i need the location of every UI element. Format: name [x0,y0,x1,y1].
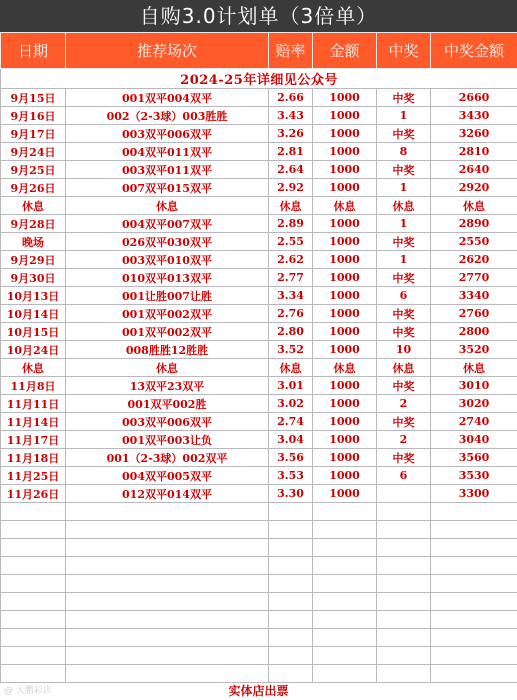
table-row [1,251,517,269]
table-row [1,413,517,431]
table-row [1,287,517,305]
cell-odds: 2.81 [269,143,313,161]
empty-cell [269,503,313,521]
empty-cell [66,665,269,683]
cell-amount: 1000 [313,287,377,305]
cell-date: 9月29日 [1,251,66,269]
table-row [1,377,517,395]
cell-date: 10月13日 [1,287,66,305]
cell-amount: 休息 [313,359,377,377]
rest-row [1,197,517,215]
cell-win: 10 [377,341,431,359]
empty-cell [269,647,313,665]
empty-cell [269,593,313,611]
cell-win: 中奖 [377,125,431,143]
cell-win: 中奖 [377,233,431,251]
cell-odds: 3.43 [269,107,313,125]
empty-cell [66,593,269,611]
empty-cell [66,539,269,557]
empty-row [1,629,517,647]
watermark: @ 大鹏彩店 [4,686,52,696]
cell-amount: 1000 [313,395,377,413]
empty-cell [431,611,517,629]
cell-match: 002（2-3球）003胜胜 [66,107,269,125]
cell-amount: 1000 [313,161,377,179]
header-match: 推荐场次 [66,33,269,69]
empty-cell [313,629,377,647]
cell-amount: 1000 [313,251,377,269]
cell-match: 001双平002双平 [66,305,269,323]
cell-match: 003双平010双平 [66,251,269,269]
cell-win: 8 [377,143,431,161]
cell-date: 9月25日 [1,161,66,179]
plan-table [0,32,517,683]
empty-cell [1,647,66,665]
table-row [1,449,517,467]
empty-cell [313,557,377,575]
cell-prize: 3300 [431,485,517,503]
table-row [1,305,517,323]
empty-cell [313,647,377,665]
empty-cell [377,665,431,683]
cell-odds: 休息 [269,359,313,377]
cell-match: 休息 [66,197,269,215]
header-date: 日期 [1,33,66,69]
cell-amount: 1000 [313,485,377,503]
cell-win: 中奖 [377,413,431,431]
cell-match: 010双平013双平 [66,269,269,287]
empty-cell [66,557,269,575]
empty-cell [269,539,313,557]
cell-odds: 3.01 [269,377,313,395]
table-row [1,161,517,179]
cell-date: 10月24日 [1,341,66,359]
cell-amount: 1000 [313,269,377,287]
table-row [1,341,517,359]
cell-amount: 1000 [313,89,377,107]
cell-amount: 1000 [313,449,377,467]
cell-amount: 1000 [313,431,377,449]
header-win: 中奖 [377,33,431,69]
empty-row [1,521,517,539]
table-row [1,107,517,125]
cell-odds: 2.92 [269,179,313,197]
empty-cell [66,647,269,665]
cell-match: 001双平004双平 [66,89,269,107]
cell-prize: 3020 [431,395,517,413]
cell-prize: 2800 [431,323,517,341]
cell-amount: 1000 [313,107,377,125]
cell-odds: 2.89 [269,215,313,233]
empty-cell [1,665,66,683]
cell-odds: 3.34 [269,287,313,305]
empty-cell [377,575,431,593]
cell-match: 001让胜007让胜 [66,287,269,305]
empty-row [1,647,517,665]
cell-date: 11月11日 [1,395,66,413]
empty-cell [313,665,377,683]
empty-cell [66,611,269,629]
cell-date: 10月15日 [1,323,66,341]
cell-win: 中奖 [377,377,431,395]
cell-prize: 3430 [431,107,517,125]
empty-cell [313,611,377,629]
empty-cell [431,503,517,521]
cell-match: 026双平030双平 [66,233,269,251]
table-row [1,323,517,341]
cell-win: 2 [377,431,431,449]
empty-cell [1,593,66,611]
empty-cell [66,629,269,647]
cell-match: 休息 [66,359,269,377]
cell-date: 9月15日 [1,89,66,107]
empty-cell [377,503,431,521]
cell-amount: 1000 [313,467,377,485]
cell-amount: 1000 [313,323,377,341]
cell-win: 休息 [377,359,431,377]
table-row [1,233,517,251]
empty-cell [313,575,377,593]
cell-amount: 1000 [313,305,377,323]
cell-win: 2 [377,395,431,413]
cell-prize: 2810 [431,143,517,161]
empty-cell [269,557,313,575]
cell-odds: 2.77 [269,269,313,287]
table-row [1,431,517,449]
table-row [1,125,517,143]
cell-date: 11月25日 [1,467,66,485]
empty-cell [1,521,66,539]
empty-cell [269,521,313,539]
cell-win: 中奖 [377,161,431,179]
cell-match: 007双平015双平 [66,179,269,197]
empty-cell [431,647,517,665]
cell-win: 中奖 [377,449,431,467]
cell-amount: 1000 [313,233,377,251]
cell-odds: 3.04 [269,431,313,449]
cell-prize: 2770 [431,269,517,287]
cell-win: 1 [377,215,431,233]
cell-match: 001双平003让负 [66,431,269,449]
cell-odds: 3.53 [269,467,313,485]
cell-match: 008胜胜12胜胜 [66,341,269,359]
cell-win: 中奖 [377,323,431,341]
empty-cell [431,557,517,575]
cell-win: 中奖 [377,269,431,287]
empty-row [1,575,517,593]
cell-odds: 3.02 [269,395,313,413]
empty-cell [431,629,517,647]
cell-odds: 2.62 [269,251,313,269]
empty-cell [1,503,66,521]
cell-prize: 3340 [431,287,517,305]
empty-cell [377,647,431,665]
cell-amount: 1000 [313,413,377,431]
table-row [1,89,517,107]
cell-prize: 2640 [431,161,517,179]
empty-cell [66,521,269,539]
empty-cell [66,503,269,521]
cell-prize: 2920 [431,179,517,197]
empty-row [1,611,517,629]
cell-prize: 2620 [431,251,517,269]
empty-cell [377,521,431,539]
table-row [1,179,517,197]
sheet-title: 自购3.0计划单（3倍单） [0,0,517,32]
empty-cell [313,593,377,611]
cell-prize: 2740 [431,413,517,431]
empty-row [1,665,517,683]
cell-date: 休息 [1,197,66,215]
cell-match: 003双平006双平 [66,125,269,143]
cell-win: 1 [377,251,431,269]
footer-text: 实体店出票 [228,684,289,698]
cell-prize: 2550 [431,233,517,251]
cell-odds: 3.56 [269,449,313,467]
empty-cell [269,629,313,647]
table-row [1,395,517,413]
cell-win: 中奖 [377,305,431,323]
empty-cell [66,575,269,593]
cell-prize: 3530 [431,467,517,485]
cell-odds: 3.30 [269,485,313,503]
cell-date: 11月18日 [1,449,66,467]
cell-date: 9月17日 [1,125,66,143]
rest-row [1,359,517,377]
empty-cell [313,539,377,557]
cell-match: 001双平002胜 [66,395,269,413]
empty-cell [313,503,377,521]
cell-win: 中奖 [377,89,431,107]
table-row [1,143,517,161]
cell-prize: 3040 [431,431,517,449]
cell-prize: 3260 [431,125,517,143]
cell-amount: 1000 [313,179,377,197]
empty-cell [1,575,66,593]
cell-match: 13双平23双平 [66,377,269,395]
empty-row [1,557,517,575]
empty-cell [377,593,431,611]
cell-amount: 1000 [313,215,377,233]
empty-cell [1,611,66,629]
empty-cell [431,575,517,593]
cell-win: 6 [377,287,431,305]
cell-prize: 2660 [431,89,517,107]
table-row [1,269,517,287]
empty-row [1,593,517,611]
empty-cell [431,521,517,539]
cell-amount: 休息 [313,197,377,215]
header-amount: 金额 [313,33,377,69]
notice-text: 2024-25年详细见公众号 [1,69,517,89]
empty-cell [431,665,517,683]
cell-odds: 2.55 [269,233,313,251]
cell-prize: 休息 [431,197,517,215]
table-row [1,485,517,503]
cell-prize: 2760 [431,305,517,323]
cell-odds: 2.80 [269,323,313,341]
cell-prize: 3560 [431,449,517,467]
cell-date: 11月8日 [1,377,66,395]
cell-odds: 2.64 [269,161,313,179]
cell-win: 1 [377,179,431,197]
cell-odds: 休息 [269,197,313,215]
cell-amount: 1000 [313,143,377,161]
cell-odds: 3.52 [269,341,313,359]
empty-cell [269,611,313,629]
cell-prize: 休息 [431,359,517,377]
cell-date: 11月17日 [1,431,66,449]
cell-amount: 1000 [313,341,377,359]
cell-prize: 3520 [431,341,517,359]
cell-date: 休息 [1,359,66,377]
cell-date: 9月26日 [1,179,66,197]
cell-match: 004双平011双平 [66,143,269,161]
empty-cell [269,575,313,593]
cell-match: 012双平014双平 [66,485,269,503]
cell-odds: 2.66 [269,89,313,107]
empty-cell [377,539,431,557]
cell-win [377,485,431,503]
cell-date: 晚场 [1,233,66,251]
cell-prize: 3010 [431,377,517,395]
cell-date: 9月24日 [1,143,66,161]
cell-match: 003双平006双平 [66,413,269,431]
cell-date: 9月30日 [1,269,66,287]
empty-cell [1,629,66,647]
cell-date: 11月14日 [1,413,66,431]
header-prize: 中奖金额 [431,33,517,69]
cell-match: 003双平011双平 [66,161,269,179]
empty-row [1,539,517,557]
cell-date: 9月28日 [1,215,66,233]
cell-match: 001（2-3球）002双平 [66,449,269,467]
empty-cell [431,539,517,557]
empty-cell [313,521,377,539]
cell-odds: 2.74 [269,413,313,431]
header-odds: 赔率 [269,33,313,69]
empty-cell [377,629,431,647]
empty-cell [431,593,517,611]
cell-match: 001双平002双平 [66,323,269,341]
cell-odds: 3.26 [269,125,313,143]
empty-row [1,503,517,521]
cell-win: 6 [377,467,431,485]
empty-cell [1,539,66,557]
cell-date: 10月14日 [1,305,66,323]
table-row [1,467,517,485]
cell-match: 004双平007双平 [66,215,269,233]
header-row [1,33,517,69]
cell-amount: 1000 [313,125,377,143]
empty-cell [269,665,313,683]
cell-date: 9月16日 [1,107,66,125]
empty-cell [1,557,66,575]
cell-odds: 2.76 [269,305,313,323]
cell-win: 1 [377,107,431,125]
cell-date: 11月26日 [1,485,66,503]
notice-row [1,69,517,89]
cell-match: 004双平005双平 [66,467,269,485]
empty-cell [377,611,431,629]
cell-win: 休息 [377,197,431,215]
cell-prize: 2890 [431,215,517,233]
table-row [1,215,517,233]
cell-amount: 1000 [313,377,377,395]
empty-cell [377,557,431,575]
